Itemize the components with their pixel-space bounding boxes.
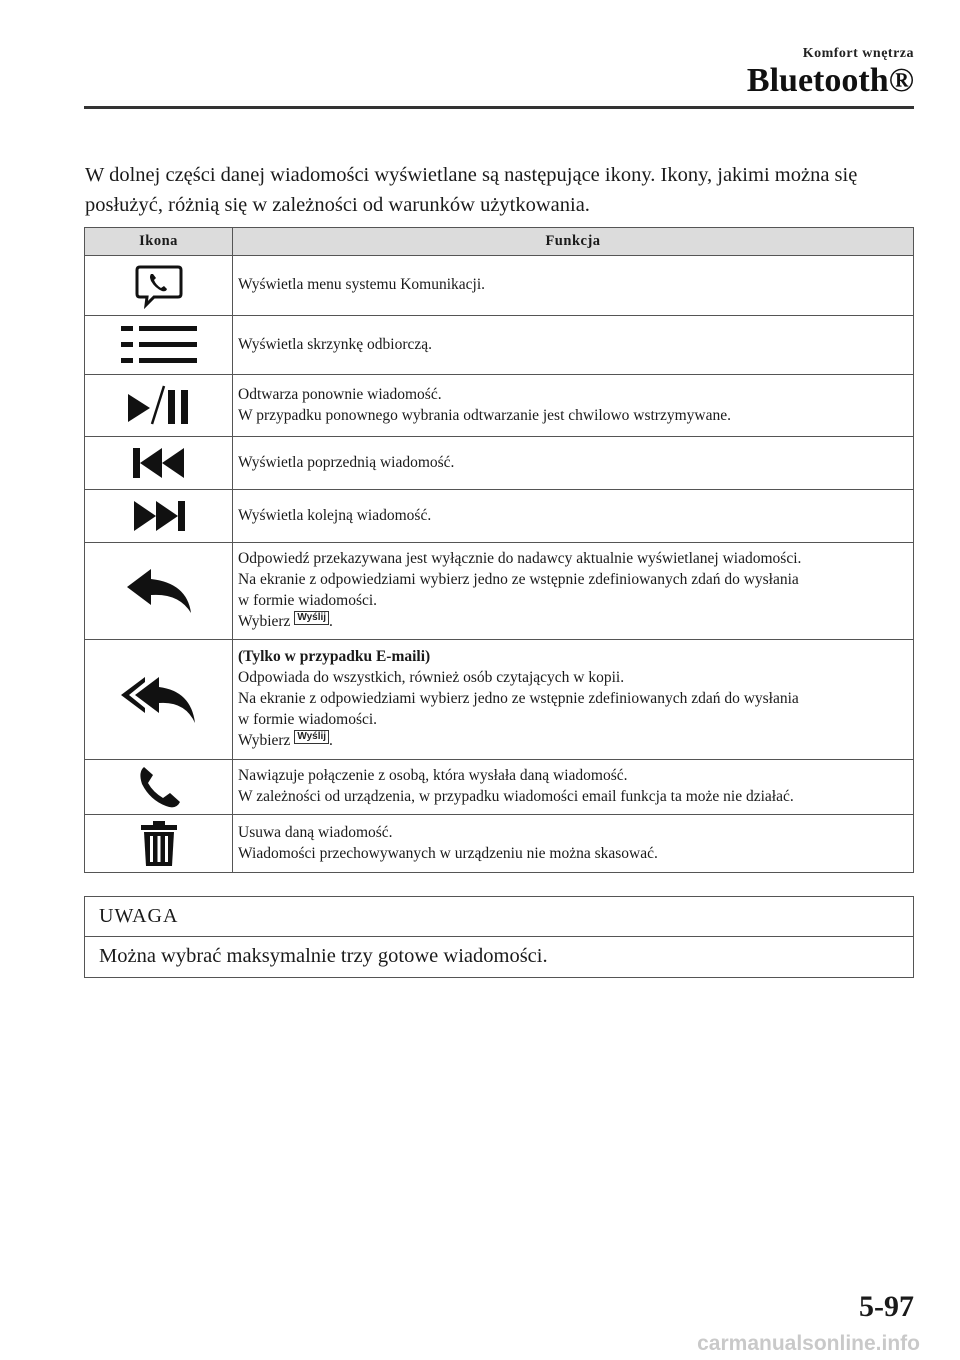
select-prefix: Wybierz <box>238 613 291 630</box>
function-text: Wiadomości przechowywanych w urządzeniu nie można skasować. <box>238 844 658 862</box>
function-text: Usuwa daną wiadomość. <box>238 823 393 841</box>
next-track-icon <box>131 497 187 535</box>
page-title: Bluetooth® <box>746 62 914 99</box>
note-box <box>84 896 914 978</box>
table-row: (Tylko w przypadku E-maili) Odpowiada do wszystkich, również osób czytających w kopii. Na ekranie z odpowiedziami wybierz jedno ze wstępnie zdefiniowanych zdań do wysłania w formie wiadomości. Wybierz Wyślij . <box>85 640 914 760</box>
table-row <box>85 375 914 437</box>
function-text: Nawiązuje połączenie z osobą, która wysłała daną wiadomość. <box>238 767 628 784</box>
function-text: Na ekranie z odpowiedziami wybierz jedno ze wstępnie zdefiniowanych zdań do wysłania <box>238 690 799 707</box>
select-prefix: Wybierz <box>238 732 291 749</box>
function-text: Odtwarza ponownie wiadomość. <box>238 385 442 403</box>
function-text: w formie wiadomości. <box>238 711 378 728</box>
header-divider <box>84 106 914 109</box>
table-row <box>85 437 914 490</box>
table-row: Odpowiedź przekazywana jest wyłącznie do nadawcy aktualnie wyświetlanej wiadomości. Na ekranie z odpowiedziami wybierz jedno ze wstępnie zdefiniowanych zdań do wysłania w formie wiadomości. Wybierz Wyślij . <box>85 543 914 640</box>
reply-all-icon <box>119 675 199 725</box>
table-header-row <box>85 228 914 256</box>
page-number: 5-97 <box>859 1290 914 1323</box>
watermark: carmanualsonline.info <box>697 1332 920 1355</box>
communication-menu-icon <box>134 263 184 309</box>
trash-icon <box>139 820 179 868</box>
previous-track-icon <box>131 444 187 482</box>
table-row <box>85 490 914 543</box>
table-row <box>85 316 914 375</box>
function-text: Wyświetla kolejną wiadomość. <box>238 506 432 524</box>
icon-function-table <box>84 227 914 873</box>
phone-call-icon <box>136 764 182 810</box>
intro-paragraph: W dolnej części danej wiadomości wyświetlane są następujące ikony. Ikony, jakimi można się posłużyć, różnią się w zależności od warunków użytkowania. <box>85 164 858 216</box>
send-button[interactable]: Wyślij <box>294 730 329 744</box>
function-text: Odpowiedź przekazywana jest wyłącznie do nadawcy aktualnie wyświetlanej wiadomości. <box>238 550 802 567</box>
function-text: Wyświetla menu systemu Komunikacji. <box>238 276 486 293</box>
column-header-function: Funkcja <box>233 228 914 256</box>
function-text: w formie wiadomości. <box>238 592 378 609</box>
play-pause-icon <box>124 382 194 430</box>
send-button[interactable]: Wyślij <box>294 611 329 625</box>
section-title: Komfort wnętrza <box>802 46 914 61</box>
table-row <box>85 760 914 815</box>
note-title: UWAGA <box>85 897 913 937</box>
table-row <box>85 815 914 873</box>
function-text: W zależności od urządzenia, w przypadku wiadomości email funkcja ta może nie działać. <box>238 788 794 805</box>
column-header-icon: Ikona <box>85 228 233 256</box>
function-text: Wyświetla skrzynkę odbiorczą. <box>238 335 433 353</box>
note-body: Można wybrać maksymalnie trzy gotowe wiadomości. <box>99 945 548 967</box>
function-text: Odpowiada do wszystkich, również osób czytających w kopii. <box>238 669 625 686</box>
function-text: Na ekranie z odpowiedziami wybierz jedno ze wstępnie zdefiniowanych zdań do wysłania <box>238 571 799 588</box>
function-text: W przypadku ponownego wybrania odtwarzanie jest chwilowo wstrzymywane. <box>238 406 731 424</box>
reply-icon <box>121 567 197 615</box>
function-text: Wyświetla poprzednią wiadomość. <box>238 453 455 471</box>
email-only-note: (Tylko w przypadku E-maili) <box>238 648 431 665</box>
inbox-list-icon <box>119 322 199 368</box>
table-row <box>85 256 914 316</box>
